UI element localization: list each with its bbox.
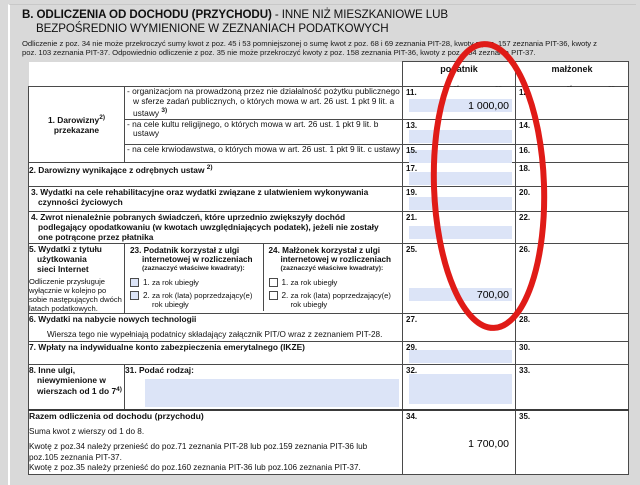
cb24-title-l2: internetowej w rozliczeniach xyxy=(280,254,392,264)
input-field-29[interactable] xyxy=(409,350,512,363)
cb23-opt2-label2: rok ubiegły xyxy=(152,299,189,309)
row-3-text2: czynności życiowych xyxy=(38,196,123,207)
table-row-4 xyxy=(29,211,629,243)
field-number-20: 20. xyxy=(519,187,531,197)
input-field-13[interactable] xyxy=(409,130,512,143)
field-number-18: 18. xyxy=(519,163,531,173)
row-1b-description xyxy=(125,119,403,144)
field-number-32: 32. xyxy=(406,365,418,375)
table-header-row xyxy=(29,62,629,87)
amount-taxpayer-25[interactable] xyxy=(403,243,516,313)
cb24-hint: (zaznaczyć właściwe kwadraty): xyxy=(280,265,384,273)
column-header-spouse-label: małżonek xyxy=(551,64,593,74)
amount-spouse-35[interactable] xyxy=(516,410,629,474)
row-5-checkbox-area xyxy=(125,243,403,313)
row-1a-description xyxy=(125,87,403,120)
field-number-12: 12. xyxy=(519,88,531,97)
table-row-2 xyxy=(29,162,629,186)
input-field-19[interactable] xyxy=(409,197,512,210)
cb23-opt2-label: za rok (lata) poprzedzający(e) xyxy=(151,290,253,300)
amount-spouse-26[interactable] xyxy=(516,243,629,313)
cb23-option-1[interactable] xyxy=(130,278,259,287)
row-2-footnote: 2) xyxy=(206,163,213,171)
row-1a-text: - organizacjom na prowadzoną przez nie działalność pożytku publicznego w sferze zadań publicznych, o których mowa w art. 26 ust. 1 pkt 9 lit. a ustawy xyxy=(127,86,400,118)
field-number-35: 35. xyxy=(519,412,531,422)
row-6-text: 6. Wydatki na nabycie nowych technologii xyxy=(29,313,197,324)
cb23-hint: (zaznaczyć właściwe kwadraty): xyxy=(142,265,245,273)
row-1a-footnote: 3) xyxy=(161,107,168,115)
deductions-table xyxy=(28,61,629,475)
checkbox-icon-23-2[interactable] xyxy=(130,291,139,300)
cb24-opt1-num: 1. xyxy=(281,277,289,287)
amount-taxpayer-17[interactable] xyxy=(403,162,516,186)
section-note: Odliczenie z poz. 34 nie może przekroczyć sumy kwot z poz. 45 i 53 pomniejszonej o sumę kwot z poz. 68 i 69 zeznania PIT-28, kwoty z poz. 157 zeznania PIT-36, kwoty z poz. 103 zeznania PIT-37. Odpowiednio odliczenie z poz. 35 nie może przekroczyć kwoty z poz. 158 zeznania PIT-36, kwoty z poz. 104 zeznania PIT-37. xyxy=(22,39,597,58)
value-34: 1 700,00 xyxy=(468,438,509,451)
row-8-footnote: 4) xyxy=(116,385,122,393)
field-number-29: 29. xyxy=(406,342,418,352)
cb23-title-l1: 23. Podatnik korzystał z ulgi xyxy=(130,245,240,255)
row-8-entry-input[interactable] xyxy=(145,379,399,408)
checkbox-group-24 xyxy=(264,244,403,311)
row-2-label xyxy=(29,162,403,186)
section-title-rest: - INNE NIŻ MIESZKANIOWE LUB xyxy=(271,8,449,21)
input-field-21[interactable] xyxy=(409,226,512,239)
input-field-32[interactable] xyxy=(409,374,512,404)
cb24-opt2-label: za rok (lata) poprzedzający(e) xyxy=(290,290,391,300)
row-6-note: Wiersza tego nie wypełniają podatnicy składający załącznik PIT/O wraz z zeznaniem PIT-28. xyxy=(47,329,383,339)
row-5-label-line1: 5. Wydatki z tytułu xyxy=(29,243,102,254)
row-1-label-line1: 1. Darowizny xyxy=(48,115,100,126)
field-number-15: 15. xyxy=(406,145,418,155)
cb23-option-2[interactable] xyxy=(130,291,259,309)
cb24-title-l1: 24. Małżonek korzystał z ulgi xyxy=(268,245,380,255)
amount-taxpayer-27[interactable] xyxy=(403,313,516,341)
field-number-11: 11. xyxy=(406,88,417,97)
column-header-taxpayer-label: podatnik xyxy=(440,64,478,74)
value-25: 700,00 xyxy=(476,288,509,301)
row-8-label-line1: 8. Inne ulgi, xyxy=(29,364,76,375)
cb23-title-l2: internetowej w rozliczeniach xyxy=(142,254,253,264)
amount-spouse-16[interactable] xyxy=(516,144,629,162)
field-number-14: 14. xyxy=(519,120,531,130)
row-1-label xyxy=(29,87,125,163)
field-number-22: 22. xyxy=(519,212,531,222)
row-7-label xyxy=(29,341,403,364)
checkbox-icon-24-1[interactable] xyxy=(269,278,278,287)
total-title: Razem odliczenia od dochodu (przychodu) xyxy=(29,411,204,422)
checkbox-group-24-title xyxy=(269,246,399,274)
header-spacer-left xyxy=(29,62,125,87)
cb23-opt2-num: 2. xyxy=(143,290,150,300)
row-2-text: 2. Darowizny wynikające z odrębnych ustaw xyxy=(29,164,207,175)
row-1-footnote: 2) xyxy=(99,114,105,122)
row-5-label-line3: sieci Internet xyxy=(37,263,89,274)
amount-taxpayer-21[interactable] xyxy=(403,211,516,243)
total-line3: Kwotę z poz.35 należy przenieść do poz.160 zeznania PIT-36 lub poz.106 zeznania PIT-37. xyxy=(29,463,361,473)
table-row-1a xyxy=(29,87,629,120)
cb23-opt1-label: za rok ubiegły xyxy=(151,277,199,287)
field-number-16: 16. xyxy=(519,145,531,155)
amount-taxpayer-29[interactable] xyxy=(403,341,516,364)
amount-spouse-20[interactable] xyxy=(516,186,629,211)
checkbox-group-23-title xyxy=(130,246,259,274)
cb23-opt1-num: 1. xyxy=(143,277,150,287)
header-spacer-mid xyxy=(125,62,403,87)
row-8-label-line3: wierszach od 1 do 7 xyxy=(37,386,117,397)
table-row-5 xyxy=(29,243,629,313)
amount-spouse-22[interactable] xyxy=(516,211,629,243)
field-number-34: 34. xyxy=(406,412,418,422)
section-title-line2: BEZPOŚREDNIO WYMIENIONE W ZEZNANIACH PODATKOWYCH xyxy=(36,22,389,35)
row-6-label xyxy=(29,313,403,341)
amount-taxpayer-11[interactable] xyxy=(403,87,516,120)
cb24-opt1-label: za rok ubiegły xyxy=(290,277,338,287)
checkbox-icon-23-1[interactable] xyxy=(130,278,139,287)
table-row-total xyxy=(29,410,629,474)
input-field-15[interactable] xyxy=(409,150,512,163)
row-3-text: 3. Wydatki na cele rehabilitacyjne oraz wydatki związane z ulatwieniem wykonywania xyxy=(31,186,369,197)
row-4-text2: podlegający opodatkowaniu (w kwotach uwzględniających podatek), jeżeli nie zostały xyxy=(38,221,379,232)
amount-spouse-28[interactable] xyxy=(516,313,629,341)
field-number-19: 19. xyxy=(406,187,418,197)
field-number-21: 21. xyxy=(406,212,418,222)
total-line2: Kwotę z poz.34 należy przenieść do poz.71 zeznania PIT-28 lub poz.159 zeznania PIT-36 lub xyxy=(29,442,368,452)
total-label xyxy=(29,410,403,474)
total-line2b: poz.105 zeznania PIT-37. xyxy=(29,452,122,462)
cb24-option-2[interactable] xyxy=(269,291,399,309)
table-row-7 xyxy=(29,341,629,364)
field-number-30: 30. xyxy=(519,342,531,352)
section-header xyxy=(22,8,622,57)
section-title-line1 xyxy=(22,8,622,21)
amount-spouse-12[interactable] xyxy=(516,87,629,120)
amount-spouse-33[interactable] xyxy=(516,364,629,410)
checkbox-group-23 xyxy=(125,244,264,311)
cb24-opt2-label2: rok ubiegły xyxy=(290,299,328,309)
field-number-13: 13. xyxy=(406,120,418,130)
row-4-label xyxy=(29,211,403,243)
row-5-label-note: Odliczenie przysługuje wyłącznie w kolejno po sobie następujących dwóch latach podatkowych. xyxy=(29,276,122,313)
amount-taxpayer-13[interactable] xyxy=(403,119,516,144)
field-number-28: 28. xyxy=(519,314,531,324)
cb24-opt2-num: 2. xyxy=(281,290,289,300)
amount-taxpayer-32[interactable] xyxy=(403,364,516,410)
table-row-8 xyxy=(29,364,629,410)
row-5-label-line2: użytkowania xyxy=(37,253,87,264)
amount-spouse-18[interactable] xyxy=(516,162,629,186)
table-row-3 xyxy=(29,186,629,211)
field-number-26: 26. xyxy=(519,244,531,254)
row-1c-text: - na cele krwiodawstwa, o których mowa w art. 26 ust. 1 pkt 9 lit. c ustawy xyxy=(127,143,401,154)
row-4-text3: one potrącone przez płatnika xyxy=(38,231,154,242)
field-number-17: 17. xyxy=(406,163,418,173)
input-field-17[interactable] xyxy=(409,172,512,185)
field-number-33: 33. xyxy=(519,365,531,375)
row-1-label-line2: przekazane xyxy=(53,125,100,136)
amount-taxpayer-34[interactable] xyxy=(403,410,516,474)
section-title-bold: B. ODLICZENIA OD DOCHODU (PRZYCHODU) xyxy=(22,8,272,21)
row-4-text: 4. Zwrot nienależnie pobranych świadczeń, które uprzednio zwiększyły dochód xyxy=(31,211,346,222)
row-1c-description xyxy=(125,144,403,162)
field-number-27: 27. xyxy=(406,314,418,324)
amount-spouse-14[interactable] xyxy=(516,119,629,144)
row-8-label xyxy=(29,364,125,410)
checkbox-icon-24-2[interactable] xyxy=(269,291,278,300)
row-8-label-line2: niewymienione w xyxy=(37,374,106,385)
value-11: 1 000,00 xyxy=(468,100,509,112)
column-header-taxpayer xyxy=(403,62,516,87)
total-line1: Suma kwot z wierszy od 1 do 8. xyxy=(29,426,145,436)
cb24-option-1[interactable] xyxy=(269,278,399,287)
amount-taxpayer-15[interactable] xyxy=(403,144,516,162)
amount-spouse-30[interactable] xyxy=(516,341,629,364)
amount-taxpayer-19[interactable] xyxy=(403,186,516,211)
table-row-6 xyxy=(29,313,629,341)
row-1b-text: - na cele kultu religijnego, o których mowa w art. 26 ust. 1 pkt 9 lit. b ustawy xyxy=(127,118,379,139)
row-8-entry-caption: 31. Podać rodzaj: xyxy=(125,364,194,375)
row-8-entry[interactable] xyxy=(125,364,403,410)
field-number-25: 25. xyxy=(406,244,418,254)
row-3-label xyxy=(29,186,403,211)
column-header-spouse xyxy=(516,62,629,87)
row-7-text: 7. Wpłaty na indywidualne konto zabezpieczenia emerytalnego (IKZE) xyxy=(29,341,305,352)
row-5-label xyxy=(29,243,125,313)
